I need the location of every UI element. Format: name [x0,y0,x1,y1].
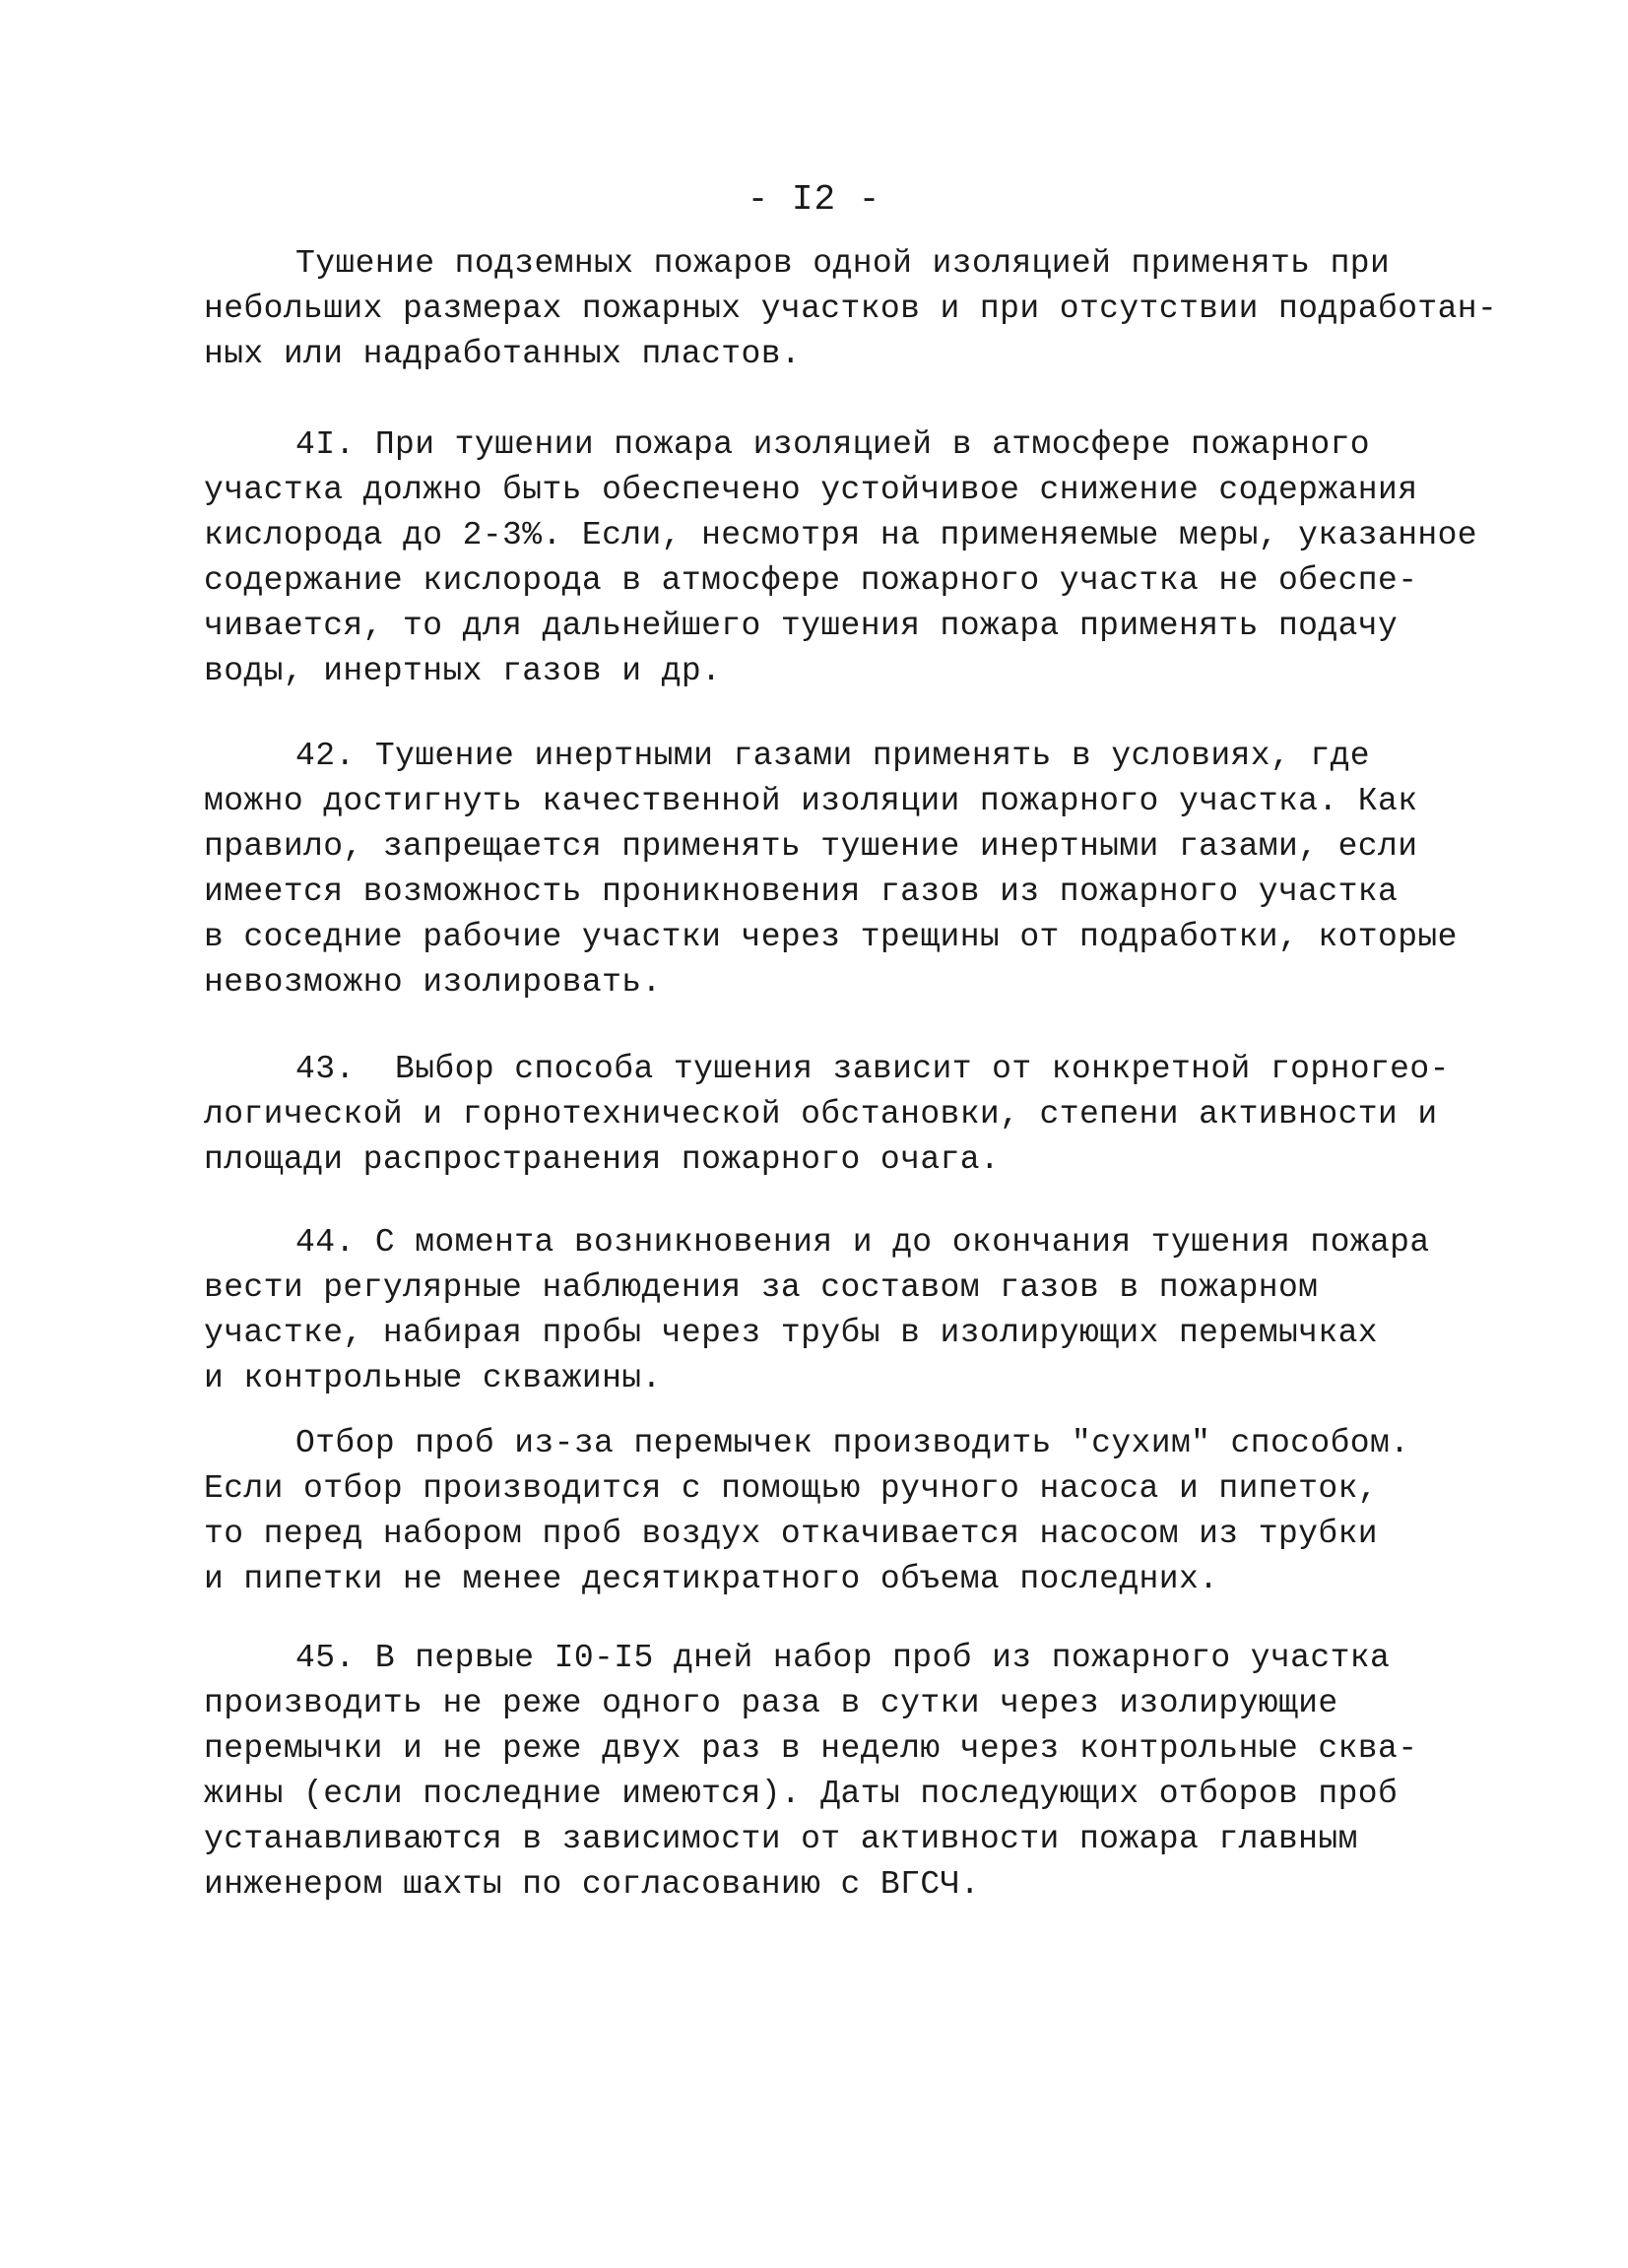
paragraph-line: Отбор проб из-за перемычек производить "сухим" способом. [295,1425,1410,1461]
paragraph-line: 4I. При тушении пожара изоляцией в атмосфере пожарного [295,426,1370,463]
paragraph-line: Тушение подземных пожаров одной изоляцией применять при [295,245,1391,282]
paragraph-line: воды, инертных газов и др. [204,653,722,689]
paragraph-line: 45. В первые I0-I5 дней набор проб из пожарного участка [295,1640,1391,1676]
page-number: - I2 - [747,179,881,220]
paragraph-line: инженером шахты по согласованию с ВГСЧ. [204,1866,980,1903]
paragraph-line: жины (если последние имеются). Даты последующих отборов проб [204,1776,1399,1812]
paragraph-line: перемычки и не реже двух раз в неделю через контрольные сква- [204,1730,1418,1767]
paragraph-line: и пипетки не менее десятикратного объема последних. [204,1561,1219,1597]
paragraph-line: Если отбор производится с помощью ручного насоса и пипеток, [204,1470,1378,1507]
paragraph-line: вести регулярные наблюдения за составом газов в пожарном [204,1269,1319,1306]
paragraph-line: ных или надработанных пластов. [204,336,802,372]
paragraph-line: имеется возможность проникновения газов из пожарного участка [204,874,1399,910]
paragraph-line: производить не реже одного раза в сутки через изолирующие [204,1685,1338,1721]
paragraph-line: правило, запрещается применять тушение инертными газами, если [204,828,1418,865]
paragraph-line: участка должно быть обеспечено устойчивое снижение содержания [204,472,1418,508]
paragraph-line: небольших размерах пожарных участков и при отсутствии подработан- [204,291,1498,327]
paragraph-line: можно достигнуть качественной изоляции пожарного участка. Как [204,783,1418,819]
paragraph-line: логической и горнотехнической обстановки, степени активности и [204,1096,1438,1133]
paragraph-line: участке, набирая пробы через трубы в изолирующих перемычках [204,1315,1378,1351]
paragraph-line: в соседние рабочие участки через трещины от подработки, которые [204,919,1458,955]
paragraph-line: то перед набором проб воздух откачивается насосом из трубки [204,1516,1378,1552]
paragraph-line: кислорода до 2-3%. Если, несмотря на применяемые меры, указанное [204,517,1478,553]
paragraph-line: 44. С момента возникновения и до окончания тушения пожара [295,1224,1430,1261]
paragraph-line: чивается, то для дальнейшего тушения пожара применять подачу [204,608,1399,644]
paragraph-line: и контрольные скважины. [204,1360,662,1396]
paragraph-line: содержание кислорода в атмосфере пожарного участка не обеспе- [204,562,1418,599]
paragraph-line: площади распространения пожарного очага. [204,1141,1001,1178]
paragraph-line: невозможно изолировать. [204,964,662,1001]
paragraph-line: 43. Выбор способа тушения зависит от конкретной горногео- [295,1051,1450,1087]
paragraph-line: 42. Тушение инертными газами применять в условиях, где [295,738,1370,774]
paragraph-line: устанавливаются в зависимости от активности пожара главным [204,1821,1358,1857]
